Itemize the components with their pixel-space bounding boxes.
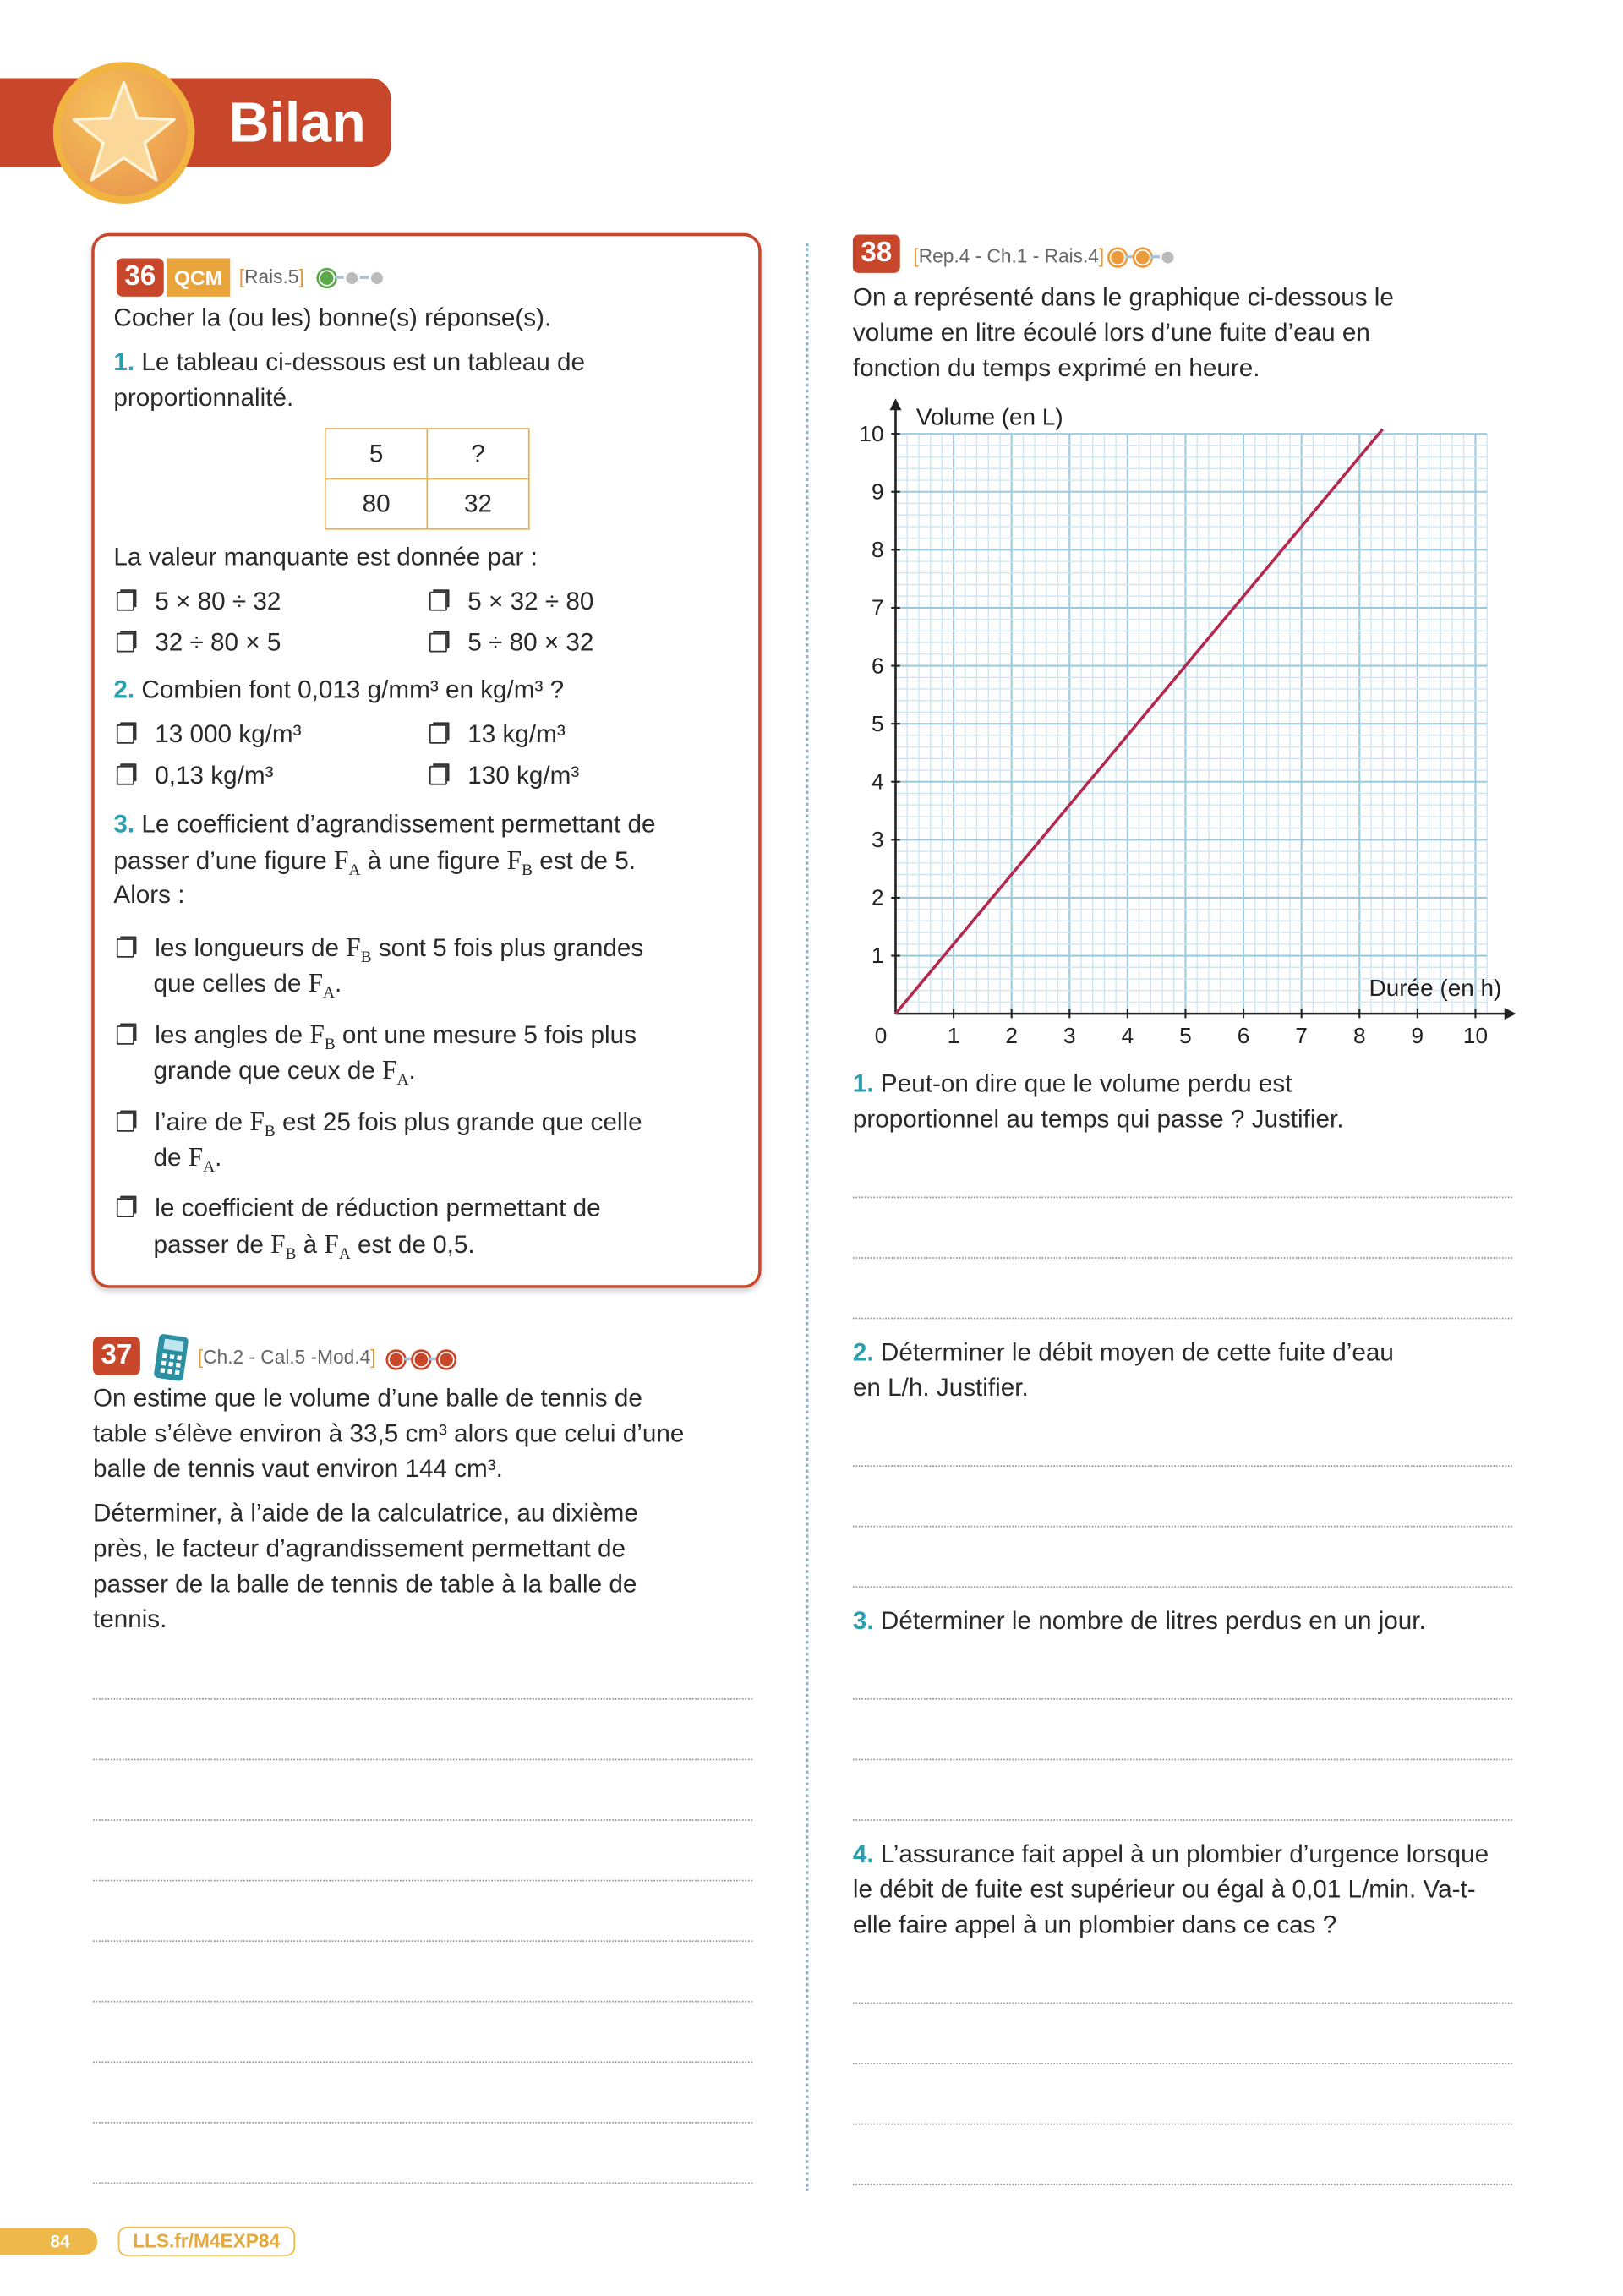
resource-link[interactable]: LLS.fr/M4EXP84 — [118, 2227, 295, 2256]
figure-label: B — [360, 948, 372, 967]
exercise-text: volume en litre écoulé lors d’une fuite d’eau en — [852, 319, 1370, 347]
table-cell: 5 — [325, 429, 427, 478]
checkbox-icon[interactable] — [117, 938, 134, 958]
exercise-text: On estime que le volume d’une balle de tennis de — [92, 1384, 642, 1413]
option-checkbox[interactable]: 5 ÷ 80 × 32 — [429, 626, 594, 661]
y-tick-label: 10 — [859, 420, 884, 446]
answer-line[interactable] — [93, 1698, 752, 1700]
figure-label: F — [270, 1228, 286, 1259]
checkbox-icon[interactable] — [429, 766, 447, 785]
difficulty-indicator — [1110, 238, 1177, 276]
y-axis-label: Volume (en L) — [915, 403, 1063, 430]
y-tick-label: 5 — [871, 710, 884, 736]
qcm-badge: QCM — [167, 258, 229, 296]
difficulty-dot-filled — [1110, 249, 1126, 265]
x-axis-arrow-icon — [1505, 1008, 1516, 1020]
difficulty-dot-filled — [388, 1351, 404, 1367]
y-tick-label: 8 — [871, 537, 884, 563]
figure-label: F — [249, 1107, 265, 1136]
y-tick-label: 6 — [871, 653, 884, 679]
text-segment: le coefficient de réduction permettant de — [155, 1194, 601, 1222]
text-segment: ont une mesure 5 fois plus — [335, 1020, 637, 1050]
answer-line[interactable] — [853, 1257, 1512, 1259]
text-segment: à — [296, 1230, 325, 1259]
x-tick-label: 9 — [1411, 1023, 1424, 1049]
y-tick-label: 3 — [871, 827, 884, 853]
option-checkbox[interactable]: 0,13 kg/m³ — [117, 758, 274, 794]
option-checkbox[interactable]: 13 000 kg/m³ — [117, 717, 302, 752]
option-checkbox[interactable]: 13 kg/m³ — [429, 717, 566, 752]
answer-line[interactable] — [853, 1819, 1512, 1821]
exercise-number: 37 — [93, 1337, 140, 1375]
text-segment: les longueurs de — [155, 933, 347, 963]
exercise-number: 38 — [853, 235, 900, 273]
origin-label: 0 — [874, 1023, 888, 1049]
difficulty-indicator — [319, 258, 385, 296]
y-tick-label: 9 — [871, 478, 884, 505]
checkbox-icon[interactable] — [117, 1025, 134, 1045]
option-cont — [154, 1226, 475, 1271]
option-checkbox[interactable]: 130 kg/m³ — [429, 758, 579, 794]
answer-line[interactable] — [853, 2063, 1512, 2064]
option-checkbox[interactable]: 5 × 32 ÷ 80 — [429, 584, 594, 620]
exercise-text: On a représenté dans le graphique ci-dessous le — [852, 283, 1394, 312]
question-4: 4. L’assurance fait appel à un plombier d’urgence lorsque — [852, 1840, 1489, 1868]
figure-label: A — [396, 1071, 409, 1090]
skill-ref: [Rep.4 - Ch.1 - Rais.4] — [913, 244, 1105, 267]
text-segment: l’aire de — [155, 1107, 250, 1136]
difficulty-dot-filled — [319, 270, 335, 286]
figure-label: F — [308, 968, 324, 998]
figure-label: A — [323, 984, 335, 1003]
checkbox-icon[interactable] — [117, 1198, 134, 1217]
text-segment: de — [153, 1143, 189, 1172]
answer-line[interactable] — [853, 1197, 1512, 1199]
answer-line[interactable] — [853, 1586, 1512, 1588]
x-tick-label: 1 — [947, 1023, 960, 1049]
question-1: 1. Le tableau ci-dessous est un tableau de — [113, 347, 586, 377]
figure-label: B — [264, 1123, 276, 1141]
exercise-text: passer de la balle de tennis de table à la balle de — [92, 1570, 637, 1599]
difficulty-dot-filled — [413, 1351, 429, 1367]
text-segment: . — [215, 1143, 222, 1172]
answer-line[interactable] — [93, 2183, 752, 2184]
exercise-text: tennis. — [92, 1605, 167, 1634]
figure-label: A — [203, 1158, 216, 1177]
x-tick-label: 3 — [1063, 1023, 1076, 1049]
text-segment: que celles de — [153, 969, 309, 998]
checkbox-icon[interactable] — [429, 592, 447, 611]
text-segment: Le coefficient d’agrandissement permettant de — [141, 810, 656, 839]
difficulty-indicator — [388, 1340, 455, 1378]
figure-label: A — [338, 1245, 351, 1264]
answer-line[interactable] — [853, 1759, 1512, 1761]
text-segment: sont 5 fois plus grandes — [371, 933, 644, 963]
question-3-cont — [113, 843, 636, 888]
option-checkbox[interactable]: 5 × 80 ÷ 32 — [117, 584, 281, 620]
y-tick-label: 4 — [871, 768, 884, 795]
figure-label: F — [324, 1228, 339, 1259]
volume-time-chart — [853, 396, 1516, 1059]
answer-line[interactable] — [93, 1759, 752, 1761]
x-axis-label: Durée (en h) — [1369, 975, 1502, 1002]
text-segment: les angles de — [155, 1020, 310, 1050]
page-number-tab — [0, 2228, 97, 2255]
figure-label: A — [348, 861, 361, 880]
checkbox-icon[interactable] — [429, 633, 447, 653]
checkbox-icon[interactable] — [429, 724, 447, 744]
checkbox-icon[interactable] — [117, 633, 134, 653]
checkbox-icon[interactable] — [117, 592, 134, 611]
difficulty-dot-filled — [1134, 249, 1150, 265]
text-segment: . — [408, 1056, 416, 1085]
text-segment: passer de — [153, 1230, 271, 1259]
y-tick-label: 7 — [871, 594, 884, 620]
table-cell: 80 — [325, 478, 427, 528]
question-1-cont: proportionnel au temps qui passe ? Justifier. — [852, 1105, 1344, 1134]
text-segment: grande que ceux de — [153, 1056, 383, 1085]
column-divider — [806, 243, 808, 2191]
figure-label: B — [522, 861, 533, 880]
question-4-cont: le débit de fuite est supérieur ou égal à 0,01 L/min. Va-t- — [852, 1875, 1476, 1904]
y-tick-label: 1 — [871, 943, 884, 969]
y-axis-arrow-icon — [890, 398, 902, 410]
text-segment: est de 0,5. — [350, 1230, 475, 1259]
checkbox-icon[interactable] — [117, 766, 134, 785]
answer-line[interactable] — [93, 1819, 752, 1821]
star-medal-icon — [53, 62, 195, 204]
question-2-cont: en L/h. Justifier. — [852, 1374, 1029, 1402]
difficulty-dot-filled — [438, 1351, 454, 1367]
checkbox-icon[interactable] — [117, 1112, 134, 1132]
answer-line[interactable] — [853, 1698, 1512, 1700]
exercise-number: 36 — [117, 258, 164, 296]
table-cell: 32 — [427, 478, 528, 528]
question-2: 2. Combien font 0,013 g/mm³ en kg/m³ ? — [113, 675, 565, 704]
x-tick-label: 4 — [1121, 1023, 1134, 1049]
question-3-cont — [113, 878, 184, 914]
x-tick-label: 5 — [1179, 1023, 1192, 1049]
option-checkbox[interactable]: 32 ÷ 80 × 5 — [117, 626, 281, 661]
question-3: 3. Le coefficient d’agrandissement permettant de — [113, 810, 656, 839]
difficulty-dot-empty — [369, 270, 385, 286]
answer-line[interactable] — [93, 2061, 752, 2063]
figure-label: B — [285, 1245, 297, 1264]
answer-line[interactable] — [853, 2124, 1512, 2125]
skill-ref: [Rais.5] — [238, 265, 304, 288]
answer-line[interactable] — [853, 2184, 1512, 2185]
figure-label: F — [334, 845, 349, 876]
question-1: 1. Peut-on dire que le volume perdu est — [852, 1069, 1292, 1098]
text-segment: Alors : — [113, 881, 185, 910]
figure-label: F — [346, 932, 361, 963]
x-tick-label: 10 — [1462, 1023, 1489, 1049]
question-2: 2. Déterminer le débit moyen de cette fuite d’eau — [852, 1338, 1394, 1367]
exercise-text: table s’élève environ à 33,5 cm³ alors que celui d’une — [92, 1419, 685, 1448]
question-4-cont: elle faire appel à un plombier dans ce cas ? — [852, 1911, 1337, 1939]
x-tick-label: 8 — [1352, 1023, 1366, 1049]
instruction: Cocher la (ou les) bonne(s) réponse(s). — [113, 303, 552, 332]
answer-line[interactable] — [93, 2001, 752, 2003]
answer-line[interactable] — [853, 1465, 1512, 1467]
text-segment: est de 5. — [532, 846, 637, 876]
figure-label: F — [506, 845, 522, 876]
figure-label: F — [309, 1020, 325, 1050]
exercise-text: balle de tennis vaut environ 144 cm³. — [92, 1455, 503, 1484]
figure-label: B — [324, 1036, 336, 1054]
skill-ref: [Ch.2 - Cal.5 -Mod.4] — [197, 1345, 376, 1369]
difficulty-dot-empty — [344, 270, 360, 286]
option-checkbox[interactable] — [117, 1191, 601, 1227]
exercise-text: fonction du temps exprimé en heure. — [852, 353, 1260, 383]
page-number: 84 — [50, 2231, 70, 2252]
exercise-text: Déterminer, à l’aide de la calculatrice, au dixième — [92, 1499, 638, 1528]
figure-label: F — [382, 1054, 397, 1085]
answer-line[interactable] — [93, 2122, 752, 2124]
question-1-prompt: La valeur manquante est donnée par : — [113, 543, 538, 571]
text-segment: . — [334, 969, 342, 998]
answer-line[interactable] — [93, 1940, 752, 1942]
answer-line[interactable] — [853, 1318, 1512, 1320]
option-cont — [154, 1139, 222, 1184]
x-tick-label: 6 — [1237, 1023, 1250, 1049]
answer-line[interactable] — [93, 1880, 752, 1882]
text-segment: est 25 fois plus grande que celle — [275, 1107, 642, 1136]
exercise-text: près, le facteur d’agrandissement permettant de — [92, 1534, 626, 1563]
x-tick-label: 2 — [1005, 1023, 1018, 1049]
table-cell: ? — [427, 429, 528, 478]
answer-line[interactable] — [853, 2003, 1512, 2004]
option-cont — [154, 1052, 416, 1098]
y-tick-label: 2 — [871, 884, 884, 910]
proportionality-table — [325, 428, 530, 529]
question-3: 3. Déterminer le nombre de litres perdus en un jour. — [852, 1606, 1426, 1635]
answer-line[interactable] — [853, 1526, 1512, 1528]
option-cont — [154, 965, 342, 1011]
x-tick-label: 7 — [1295, 1023, 1308, 1049]
page-title: Bilan — [228, 92, 366, 156]
question-1-cont: proportionnalité. — [113, 383, 294, 412]
text-segment: passer d’une figure — [113, 846, 335, 876]
figure-label: F — [188, 1141, 204, 1172]
difficulty-dot-empty — [1160, 249, 1176, 265]
text-segment: à une figure — [360, 846, 507, 876]
checkbox-icon[interactable] — [117, 724, 134, 744]
